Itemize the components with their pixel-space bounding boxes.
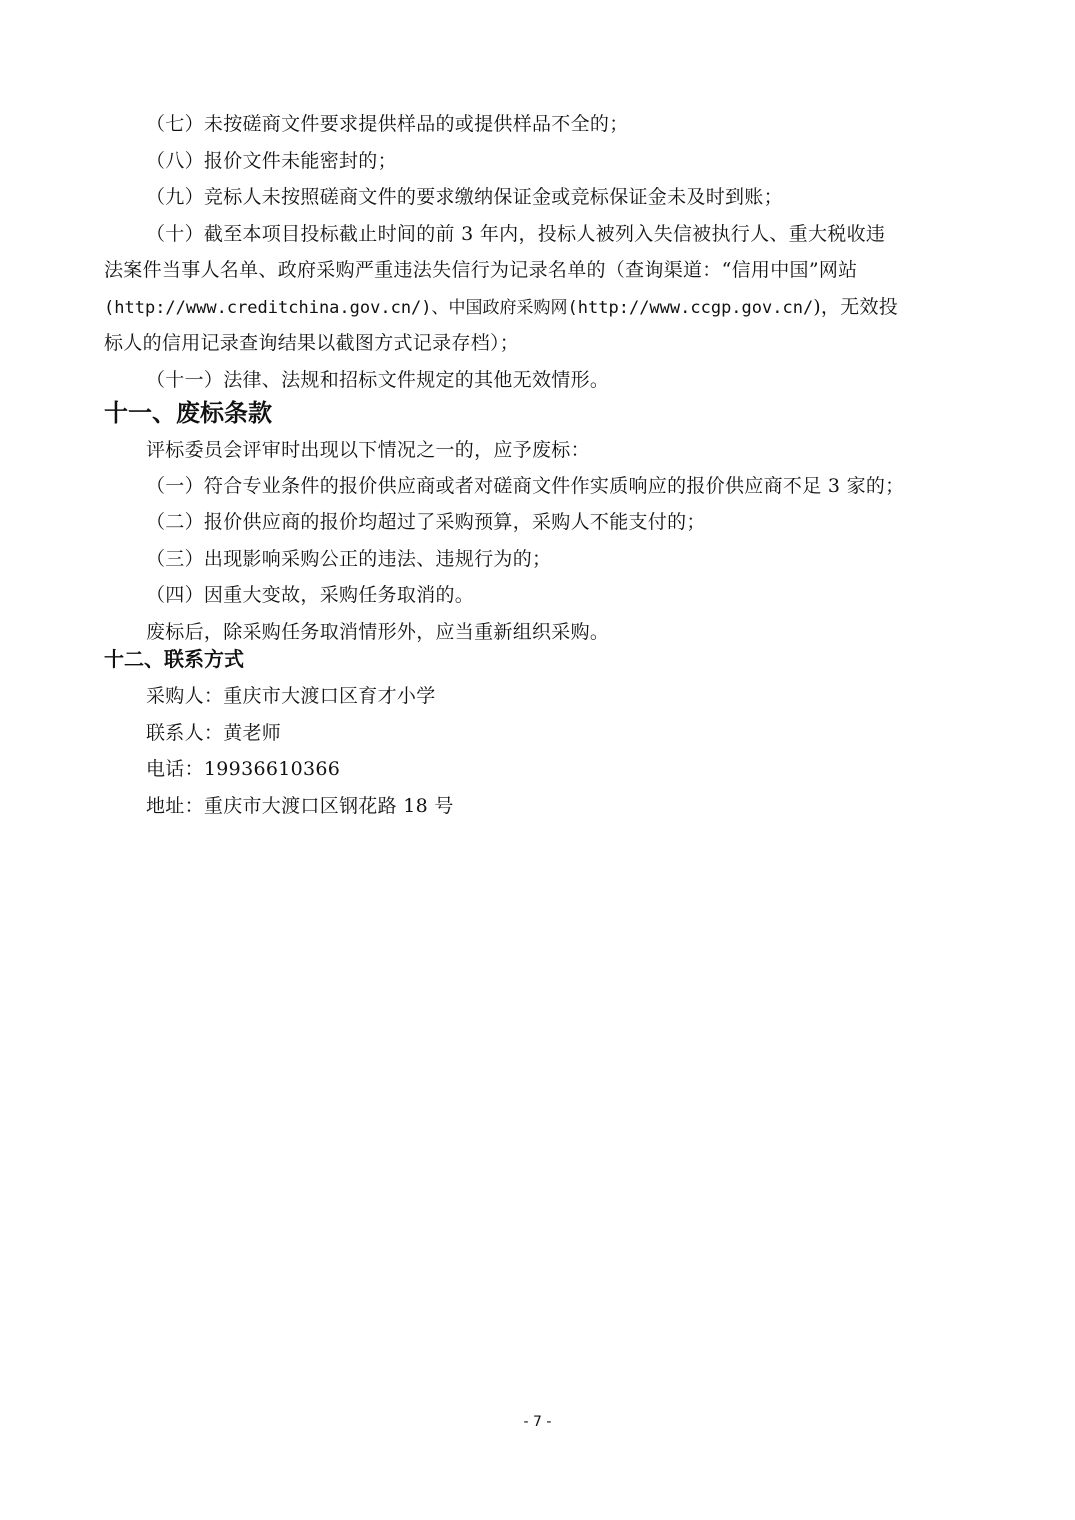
creditchina-link[interactable]: http://www.creditchina.gov.cn/ xyxy=(114,298,422,318)
abolish-intro: 评标委员会评审时出现以下情况之一的，应予废标： xyxy=(146,439,590,461)
contact-purchaser: 采购人：重庆市大渡口区育才小学 xyxy=(146,685,436,707)
abolish-closing: 废标后，除采购任务取消情形外，应当重新组织采购。 xyxy=(146,621,610,643)
abolish-item-4: （四）因重大变故，采购任务取消的。 xyxy=(146,584,475,606)
contact-person: 联系人：黄老师 xyxy=(146,722,282,744)
invalid-item-10-line1: （十）截至本项目投标截止时间的前 3 年内，投标人被列入失信被执行人、重大税收违 xyxy=(146,223,886,245)
invalid-item-9: （九）竞标人未按照磋商文件的要求缴纳保证金或竞标保证金未及时到账； xyxy=(146,186,783,208)
section-heading-contact: 十二、联系方式 xyxy=(104,647,244,671)
page-number: - 7 - xyxy=(523,1414,552,1430)
abolish-item-3: （三）出现影响采购公正的违法、违规行为的； xyxy=(146,548,552,570)
url-close-text: )，无效投 xyxy=(813,296,899,318)
invalid-item-7: （七）未按磋商文件要求提供样品的或提供样品不全的； xyxy=(146,113,629,135)
invalid-item-10-line3 xyxy=(104,295,898,320)
section-heading-abolish: 十一、废标条款 xyxy=(104,398,272,427)
ccgp-link[interactable]: http://www.ccgp.gov.cn/ xyxy=(577,298,814,318)
contact-phone: 电话：19936610366 xyxy=(146,758,341,780)
url-mid-text: )、中国政府采购网( xyxy=(421,298,578,318)
invalid-item-11: （十一）法律、法规和招标文件规定的其他无效情形。 xyxy=(146,369,610,391)
abolish-item-1: （一）符合专业条件的报价供应商或者对磋商文件作实质响应的报价供应商不足 3 家的； xyxy=(146,475,905,497)
invalid-item-10-line2: 法案件当事人名单、政府采购严重违法失信行为记录名单的（查询渠道：“信用中国”网站 xyxy=(104,259,858,281)
url-open-paren: ( xyxy=(104,298,115,318)
contact-address: 地址：重庆市大渡口区钢花路 18 号 xyxy=(146,795,454,817)
abolish-item-2: （二）报价供应商的报价均超过了采购预算，采购人不能支付的； xyxy=(146,511,706,533)
invalid-item-10-line4: 标人的信用记录查询结果以截图方式记录存档）； xyxy=(104,332,520,354)
invalid-item-8: （八）报价文件未能密封的； xyxy=(146,150,397,172)
